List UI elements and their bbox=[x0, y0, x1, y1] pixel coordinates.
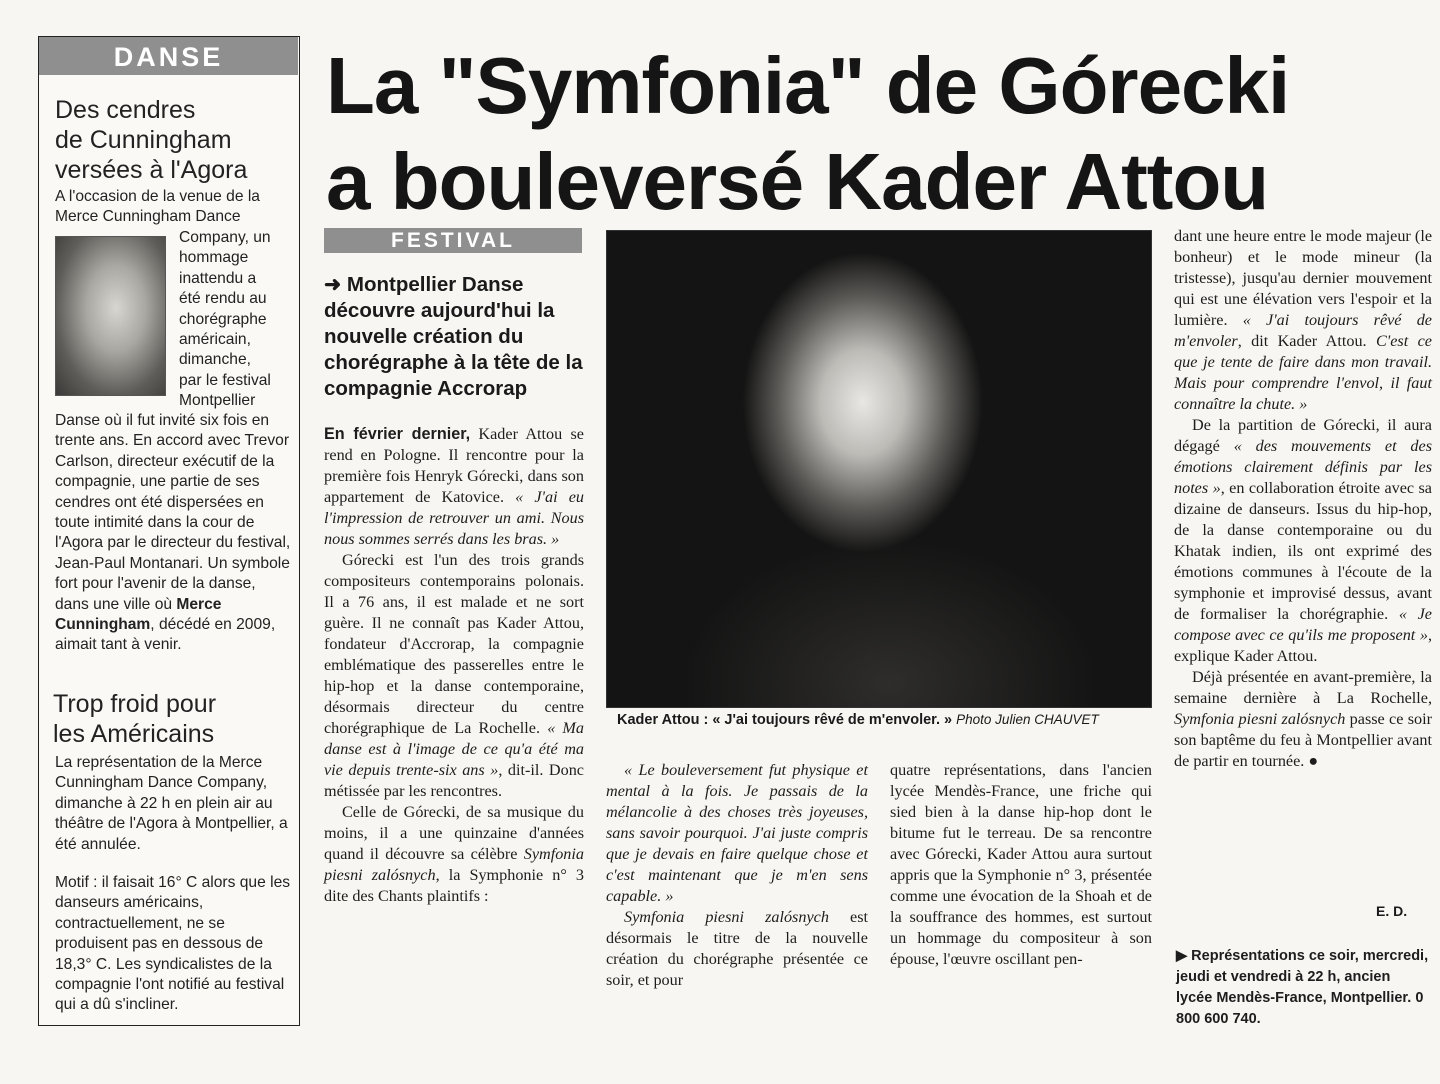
practical-info: ▶ Représentations ce soir, mercredi, jeudi et vendredi à 22 h, ancien lycée Mendès-France, Montpellier. 0 800 600 740. bbox=[1176, 948, 1429, 1027]
intro-line: A l'occasion de la venue de la bbox=[55, 188, 260, 205]
paragraph bbox=[1174, 226, 1432, 415]
lead-in: En février dernier, bbox=[324, 425, 471, 443]
paragraph bbox=[606, 907, 868, 991]
wrap-line: américain, bbox=[179, 331, 251, 349]
sidebar-article1-body bbox=[55, 411, 291, 656]
quote: C'est ce que je tente de faire dans mon travail. Mais pour comprendre l'envol, il faut connaître la chute. » bbox=[1174, 332, 1432, 413]
paragraph: quatre représentations, dans l'ancien lycée Mendès-France, une friche qui sied bien à la danse hip-hop dont le bitume fut le terreau. De sa rencontre avec Górecki, Kader Attou aura surtout appris que la Symphonie n° 3, présentée comme une évocation de la Shoah et de la souffrance des hommes, est surtout un hommage du compositeur à son épouse, l'œuvre oscillant pen- bbox=[890, 761, 1152, 968]
article-column-1 bbox=[324, 424, 584, 907]
text: , dit-il. Donc métissée par les rencontres. bbox=[324, 761, 584, 800]
article-column-4 bbox=[1174, 226, 1432, 772]
paragraph bbox=[324, 802, 584, 907]
wrap-line: Company, un bbox=[179, 229, 271, 246]
quote: « Je compose avec ce qu'ils me proposent » bbox=[1174, 605, 1432, 644]
text: , la Symphonie n° 3 dite des Chants plaintifs : bbox=[324, 866, 584, 905]
caption-text: Kader Attou : « J'ai toujours rêvé de m'envoler. » bbox=[617, 712, 953, 728]
wrap-line: hommage bbox=[179, 249, 249, 267]
work-title: Symfonia piesni zalósnych bbox=[1174, 710, 1346, 728]
photo-credit: Photo Julien CHAUVET bbox=[956, 712, 1099, 727]
title-line: Des cendres bbox=[55, 96, 196, 124]
paragraph bbox=[324, 424, 584, 550]
work-title: Symfonia piesni zalósnych bbox=[324, 845, 584, 884]
paragraph bbox=[1174, 415, 1432, 667]
wrap-line: été rendu au bbox=[179, 290, 267, 308]
sidebar-article1-intro bbox=[55, 187, 291, 228]
quote: « J'ai toujours rêvé de m'envoler bbox=[1174, 311, 1432, 350]
section-kicker-danse: DANSE bbox=[39, 37, 298, 75]
text: Celle de Górecki, de sa musique du moins, il a une quinzaine d'années quand il découvre sa célèbre bbox=[324, 803, 584, 863]
text: Górecki est l'un des trois grands compositeurs contemporains polonais. Il a 76 ans, il est malade et ne sort guère. Il ne connaît pas Kader Attou, fondateur d'Accrorap, la compagnie emblématique des passerelles entre le hip-hop et la danse contemporaine, désormais directeur du centre chorégraphique de La Rochelle. bbox=[324, 551, 584, 737]
sidebar-article2-body2: Motif : il faisait 16° C alors que les danseurs américains, contractuellement, ne se produisent pas en dessous de 18,3° C. Les syndicalistes de la compagnie l'ont notifié au festival qui a dû s'incliner. bbox=[55, 874, 291, 1014]
wrap-line: inattendu a bbox=[179, 269, 257, 287]
sidebar-article1-title bbox=[55, 95, 291, 185]
body-bold: Merce Cunningham bbox=[55, 595, 222, 634]
title-line: de Cunningham bbox=[55, 126, 232, 154]
text: , explique Kader Attou. bbox=[1174, 626, 1432, 665]
headline-line: a bouleversé Kader Attou bbox=[326, 137, 1269, 226]
kader-attou-photo bbox=[606, 230, 1152, 708]
wrap-line: dimanche, bbox=[179, 351, 251, 369]
quote: « Ma danse est à l'image de ce qu'a été ma vie depuis trente-six ans » bbox=[324, 719, 585, 779]
title-line: Trop froid pour bbox=[53, 690, 217, 718]
text: , dit Kader Attou. bbox=[1237, 332, 1376, 350]
sidebar-article2-title bbox=[53, 689, 293, 749]
paragraph bbox=[324, 550, 584, 802]
quote: « des mouvements et des émotions clairement définis par les notes » bbox=[1174, 437, 1432, 497]
article-column-3 bbox=[890, 760, 1152, 970]
author-signature: E. D. bbox=[1376, 903, 1408, 919]
title-line: versées à l'Agora bbox=[55, 156, 248, 184]
text: est désormais le titre de la nouvelle création du chorégraphe présentée ce soir, et pour bbox=[606, 908, 868, 989]
text: passe ce soir son baptême du feu à Montpellier avant de partir en tournée. ● bbox=[1174, 710, 1432, 770]
sidebar-article1-wrap-text bbox=[179, 228, 291, 412]
title-line: les Américains bbox=[53, 720, 215, 748]
main-headline bbox=[326, 38, 1416, 230]
wrap-line: Montpellier bbox=[179, 392, 256, 410]
text: De la partition de Górecki, il aura dégagé bbox=[1174, 416, 1432, 455]
body-text: , décédé en 2009, aimait tant à venir. bbox=[55, 616, 276, 654]
sidebar-article2-body1: La représentation de la Merce Cunningham Dance Company, dimanche à 22 h en plein air au théâtre de l'Agora à Montpellier, a été annulée. bbox=[55, 754, 288, 853]
work-title: Symfonia piesni zalósnych bbox=[624, 908, 829, 926]
text: dant une heure entre le mode majeur (le bonheur) et le mode mineur (la tristesse), jusqu'au dernier mouvement qui est une élévation vers l'espoir et la lumière. bbox=[1174, 227, 1432, 329]
article-column-2 bbox=[606, 760, 868, 991]
quote: « J'ai eu l'impression de retrouver un ami. Nous nous sommes serrés dans les bras. » bbox=[324, 488, 584, 548]
body-text: Danse où il fut invité six fois en trente ans. En accord avec Trevor Carlson, directeur exécutif de la compagnie, une partie de ses cendres ont été dispersées en toute intimité dans la cour de l'Agora par le directeur du festival, Jean-Paul Montanari. Un symbole fort pour l'avenir de la danse, dans une ville où bbox=[55, 412, 291, 613]
paragraph bbox=[1174, 667, 1432, 772]
wrap-line: chorégraphe bbox=[179, 310, 267, 328]
photo-caption bbox=[617, 710, 1157, 730]
text: , en collaboration étroite avec sa dizaine de danseurs. Issus du hip-hop, de la danse contemporaine ou du Khatak indien, ils ont exprimé des émotions communes à l'écoute de la symphonie et improvisé dessus, avant de formaliser la chorégraphie. bbox=[1174, 479, 1432, 623]
text: Déjà présentée en avant-première, la semaine dernière à La Rochelle, bbox=[1174, 668, 1432, 707]
text: Kader Attou se rend en Pologne. Il rencontre pour la première fois Henryk Górecki, dans son appartement de Katovice. bbox=[324, 425, 584, 506]
quote: « Le bouleversement fut physique et mental à la fois. Je passais de la mélancolie à des choses très joyeuses, sans savoir pourquoi. J'ai juste compris que je devais en faire quelque chose et c'est maintenant que je m'en sens capable. » bbox=[606, 761, 868, 905]
sidebar-box bbox=[38, 36, 300, 1026]
section-kicker-festival: FESTIVAL bbox=[324, 228, 582, 253]
article-chapo: ➜ Montpellier Danse découvre aujourd'hui la nouvelle création du chorégraphe à la tête de la compagnie Accrorap bbox=[324, 273, 583, 400]
headline-line: La "Symfonia" de Górecki bbox=[326, 41, 1290, 130]
paragraph bbox=[606, 760, 868, 907]
intro-line: Merce Cunningham Dance bbox=[55, 208, 241, 226]
cunningham-portrait-photo bbox=[55, 236, 166, 396]
wrap-line: par le festival bbox=[179, 371, 271, 389]
